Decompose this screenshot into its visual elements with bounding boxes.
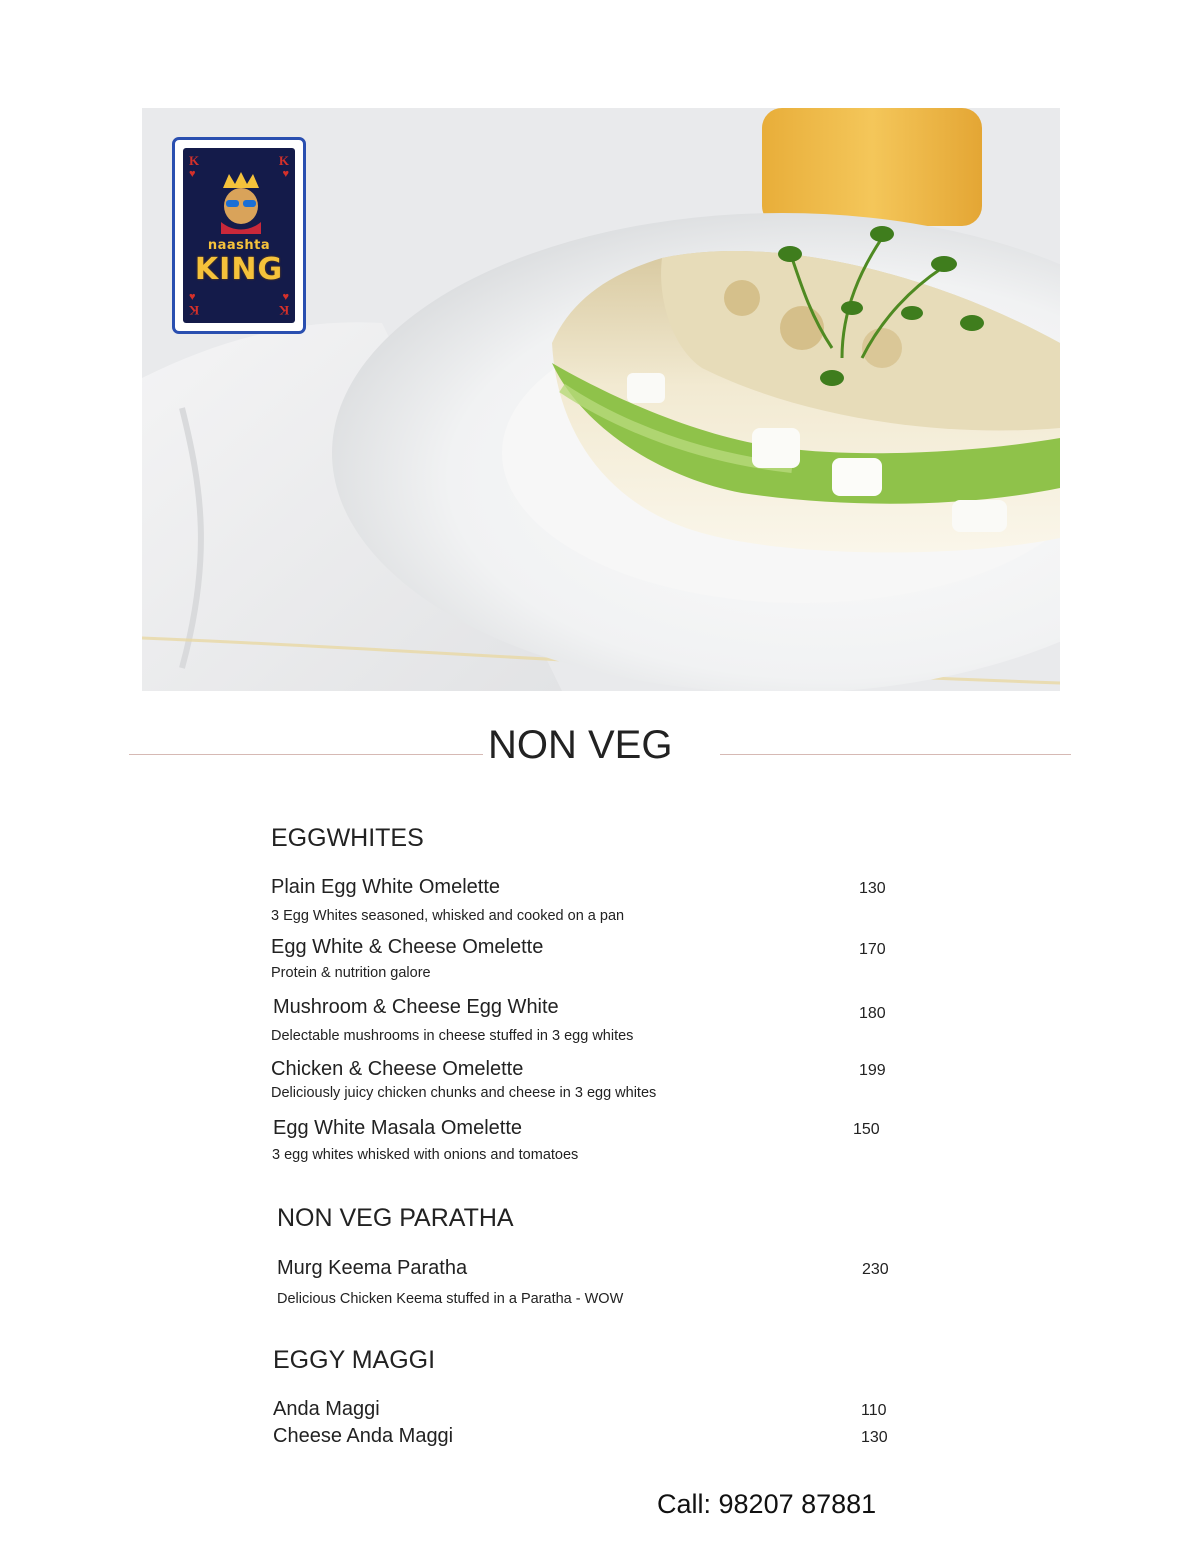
card-rank-bottom-left: K: [189, 303, 200, 318]
heart-icon: ♥: [189, 291, 196, 303]
brand-logo: [172, 137, 306, 334]
heart-icon: ♥: [282, 291, 289, 303]
menu-item-price: 130: [859, 880, 886, 897]
menu-item-price: 110: [861, 1402, 887, 1419]
title-rule-right: [720, 754, 1071, 755]
call-phone-number: Call: 98207 87881: [657, 1489, 877, 1519]
menu-item-description: 3 Egg Whites seasoned, whisked and cooked on a pan: [271, 908, 625, 924]
menu-item-name: Cheese Anda Maggi: [273, 1425, 454, 1447]
menu-item-name: Murg Keema Paratha: [277, 1257, 468, 1279]
king-mascot-icon: [213, 170, 269, 234]
menu-item-name: Plain Egg White Omelette: [271, 876, 500, 898]
menu-item-price: 199: [859, 1062, 886, 1079]
menu-item-description: 3 egg whites whisked with onions and tomatoes: [272, 1147, 579, 1163]
heart-icon: ♥: [189, 168, 196, 180]
menu-item-price: 150: [853, 1121, 880, 1138]
card-rank-top-left: K: [189, 153, 200, 168]
brand-name-line1: naashta: [207, 238, 271, 253]
menu-item-name: Egg White Masala Omelette: [273, 1117, 522, 1139]
menu-item-description: Protein & nutrition galore: [271, 965, 431, 981]
menu-item-description: Delectable mushrooms in cheese stuffed in 3 egg whites: [271, 1028, 634, 1044]
section-heading-eggy-maggi: EGGY MAGGI: [273, 1346, 436, 1374]
menu-item-price: 170: [859, 941, 886, 958]
menu-item-price: 230: [862, 1261, 889, 1278]
menu-item-description: Deliciously juicy chicken chunks and cheese in 3 egg whites: [271, 1085, 657, 1101]
heart-icon: ♥: [282, 168, 289, 180]
menu-item-name: Egg White & Cheese Omelette: [271, 936, 544, 958]
menu-item-name: Chicken & Cheese Omelette: [271, 1058, 524, 1080]
menu-item-name: Mushroom & Cheese Egg White: [273, 996, 559, 1018]
section-heading-non-veg-paratha: NON VEG PARATHA: [277, 1204, 514, 1232]
card-rank-top-right: K: [278, 153, 289, 168]
brand-name-line2: KING: [194, 252, 284, 287]
menu-item-price: 130: [861, 1429, 888, 1446]
page-title: NON VEG: [488, 723, 673, 767]
menu-item-description: Delicious Chicken Keema stuffed in a Paratha - WOW: [277, 1291, 624, 1307]
logo-card-face: [183, 148, 295, 323]
menu-item-name: Anda Maggi: [273, 1398, 380, 1420]
title-rule-left: [129, 754, 483, 755]
card-rank-bottom-right: K: [278, 303, 289, 318]
menu-item-price: 180: [859, 1005, 886, 1022]
section-heading-eggwhites: EGGWHITES: [271, 824, 424, 852]
